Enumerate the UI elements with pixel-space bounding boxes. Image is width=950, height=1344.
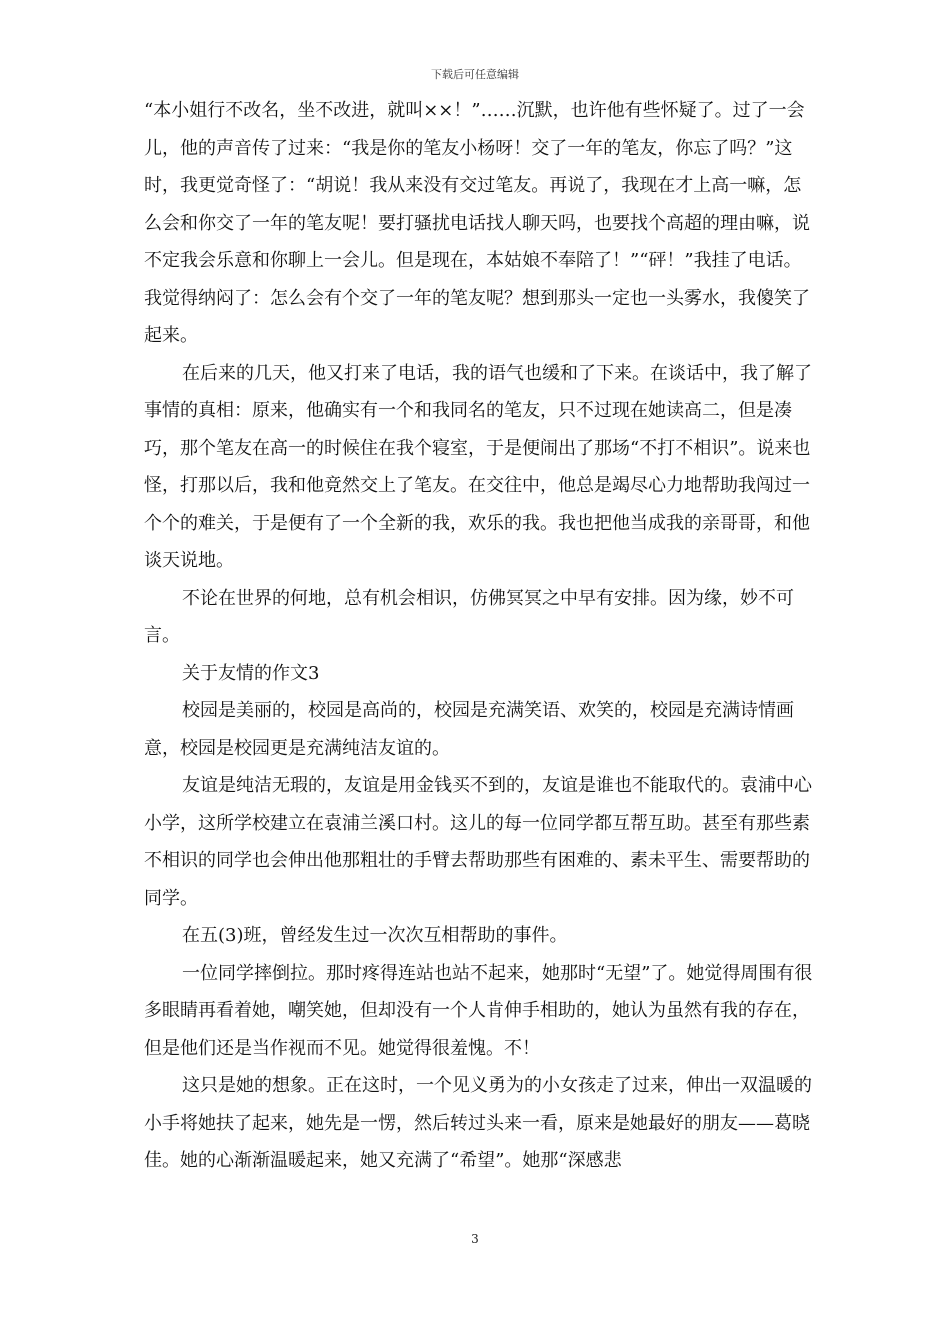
paragraph: “本小姐行不改名，坐不改进，就叫××！”……沉默，也许他有些怀疑了。过了一会儿，他的声音传了过来：“我是你的笔友小杨呀！交了一年的笔友，你忘了吗？”这时，我更觉奇怪了：“胡说！我从来没有交过笔友。再说了，我现在才上高一嘛，怎么会和你交了一年的笔友呢！要打骚扰电话找人聊天吗，也要找个高超的理由嘛，说不定我会乐意和你聊上一会儿。但是现在，本姑娘不奉陪了！”“砰！”我挂了电话。我觉得纳闷了：怎么会有个交了一年的笔友呢？想到那头一定也一头雾水，我傻笑了起来。 [144,100,810,346]
paragraph: 在后来的几天，他又打来了电话，我的语气也缓和了下来。在谈话中，我了解了事情的真相：原来，他确实有一个和我同名的笔友，只不过现在她读高二，但是凑巧，那个笔友在高一的时候住在我个寝室，于是便闹出了那场“不打不相识”。说来也怪，打那以后，我和他竟然交上了笔友。在交往中，他总是竭尽心力地帮助我闯过一个个的难关，于是便有了一个全新的我，欢乐的我。我也把他当成我的亲哥哥，和他谈天说地。 [144,362,812,571]
section-heading: 关于友情的作文3 [182,662,320,684]
paragraph: 友谊是纯洁无瑕的，友谊是用金钱买不到的，友谊是谁也不能取代的。袁浦中心小学，这所学校建立在袁浦兰溪口村。这儿的每一位同学都互帮互助。甚至有那些素不相识的同学也会伸出他那粗壮的手臂去帮助那些有困难的、素未平生、需要帮助的同学。 [144,775,812,909]
paragraph: 校园是美丽的，校园是高尚的，校园是充满笑语、欢笑的，校园是充满诗情画意，校园是校园更是充满纯洁友谊的。 [144,700,794,759]
paragraph: 这只是她的想象。正在这时，一个见义勇为的小女孩走了过来，伸出一双温暖的小手将她扶了起来，她先是一愣，然后转过头来一看，原来是她最好的朋友——葛晓佳。她的心渐渐温暖起来，她又充满了“希望”。她那“深感悲 [144,1075,812,1171]
document-body [144,92,814,1180]
paragraph: 在五(3)班，曾经发生过一次次互相帮助的事件。 [182,925,568,946]
paragraph: 一位同学摔倒拉。那时疼得连站也站不起来，她那时“无望”了。她觉得周围有很多眼睛再看着她，嘲笑她，但却没有一个人肯伸手相助的，她认为虽然有我的存在，但是他们还是当作视而不见。她觉得很羞愧。不！ [144,962,813,1059]
paragraph: 不论在世界的何地，总有机会相识，仿佛冥冥之中早有安排。因为缘，妙不可言。 [144,587,794,646]
page-header: 下载后可任意编辑 [431,68,519,81]
page-number: 3 [471,1232,479,1246]
